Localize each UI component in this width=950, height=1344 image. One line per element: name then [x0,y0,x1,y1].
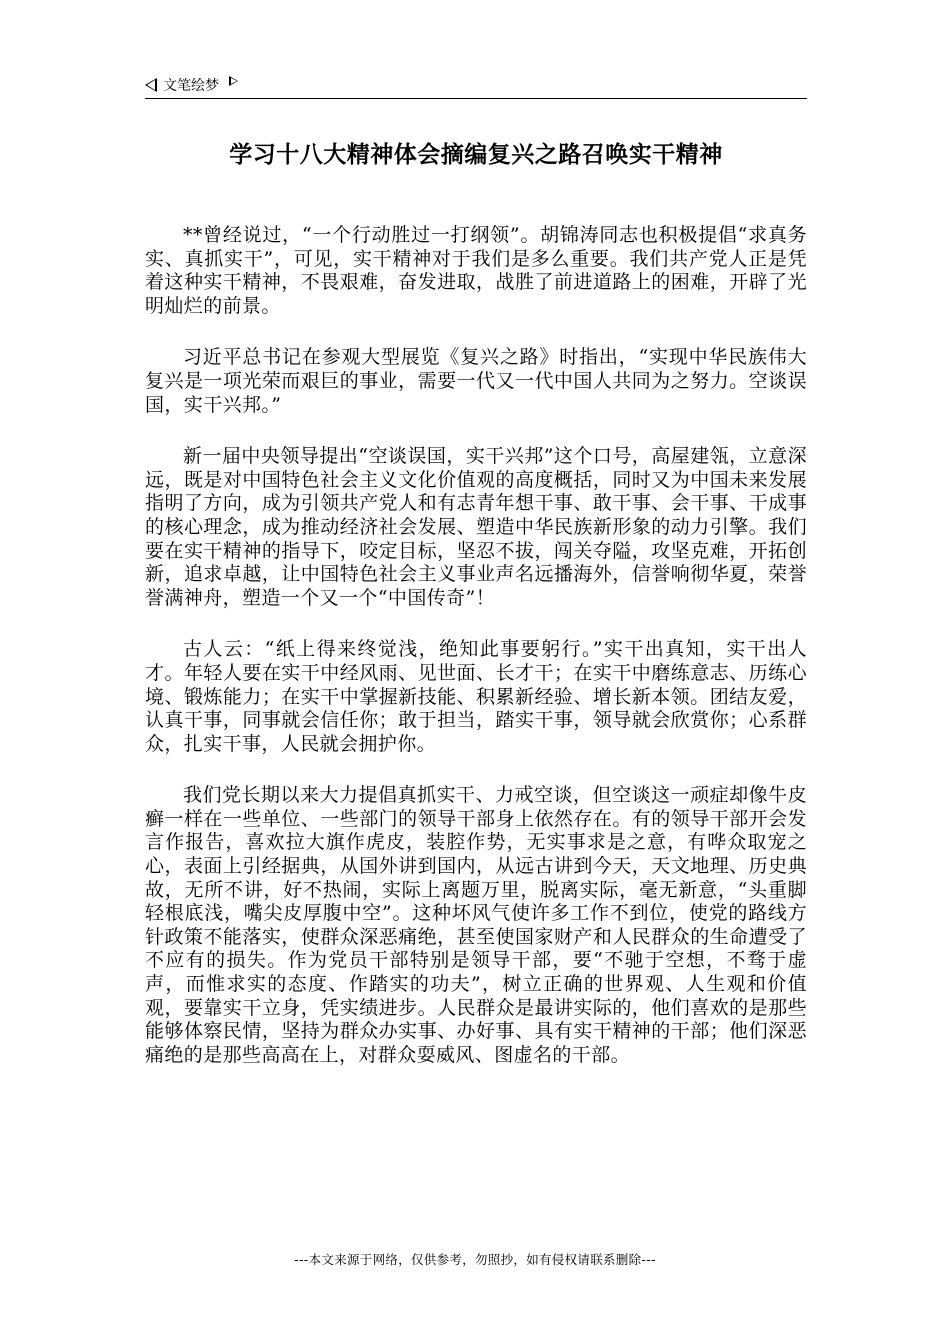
paragraph-5: 我们党长期以来大力提倡真抓实干、力戒空谈，但空谈这一顽症却像牛皮癣一样在一些单位、一些部门的领导干部身上依然存在。有的领导干部开会发言作报告，喜欢拉大旗作虎皮，装腔作势，无实事求是之意，有哗众取宠之心，表面上引经据典，从国外讲到国内，从远古讲到今天，天文地理、历史典故，无所不讲，好不热闹，实际上离题万里，脱离实际，毫无新意，“头重脚轻根底浅，嘴尖皮厚腹中空”。这种坏风气使许多工作不到位，使党的路线方针政策不能落实，使群众深恶痛绝，甚至使国家财产和人民群众的生命遭受了不应有的损失。作为党员干部特别是领导干部，要“不驰于空想，不骛于虚声，而惟求实的态度、作踏实的功夫”，树立正确的世界观、人生观和价值观，要靠实干立身，凭实绩进步。人民群众是最讲实际的，他们喜欢的是那些能够体察民情，坚持为群众办实事、办好事、具有实干精神的干部；他们深恶痛绝的是那些高高在上，对群众耍威风、图虚名的干部。 [145,784,807,1066]
header-row [145,74,807,96]
footer-disclaimer: ---本文来源于网络，仅供参考，勿照抄，如有侵权请联系删除--- [294,1252,656,1267]
paragraph-4: 古人云：“纸上得来终觉浅，绝知此事要躬行。”实干出真知，实干出人才。年轻人要在实干中经风雨、见世面、长才干；在实干中磨练意志、历练心境、锻炼能力；在实干中掌握新技能、积累新经验、增长新本领。团结友爱，认真干事，同事就会信任你；敢于担当，踏实干事，领导就会欣赏你；心系群众，扎实干事，人民就会拥护你。 [145,638,807,755]
page-header [145,74,807,99]
paragraph-2: 习近平总书记在参观大型展览《复兴之路》时指出，“实现中华民族伟大复兴是一项光荣而艰巨的事业，需要一代又一代中国人共同为之努力。空谈误国，实干兴邦。” [145,346,807,416]
paragraph-3: 新一届中央领导提出“空谈误国，实干兴邦”这个口号，高屋建瓴，立意深远，既是对中国特色社会主义文化价值观的高度概括，同时又为中国未来发展指明了方向，成为引领共产党人和有志青年想干事、敢干事、会干事、干成事的核心理念，成为推动经济社会发展、塑造中华民族新形象的动力引擎。我们要在实干精神的指导下，咬定目标，坚忍不拔，闯关夺隘，攻坚克难，开拓创新，追求卓越，让中国特色社会主义事业声名远播海外，信誉响彻华夏，荣誉誉满神舟，塑造一个又一个“中国传奇”！ [145,445,807,609]
header-brand: 文笔绘梦 [163,78,219,94]
triangle-right-icon [229,76,238,86]
paragraph-1: **曾经说过，“一个行动胜过一打纲领”。胡锦涛同志也积极提倡“求真务实、真抓实干”，可见，实干精神对于我们是多么重要。我们共产党人正是凭着这种实干精神，不畏艰难，奋发进取，战胜了前进道路上的困难，开辟了光明灿烂的前景。 [145,224,807,317]
document-body [145,224,807,1095]
triangle-left-icon [145,78,157,92]
document-title: 学习十八大精神体会摘编复兴之路召唤实干精神 [229,142,723,168]
